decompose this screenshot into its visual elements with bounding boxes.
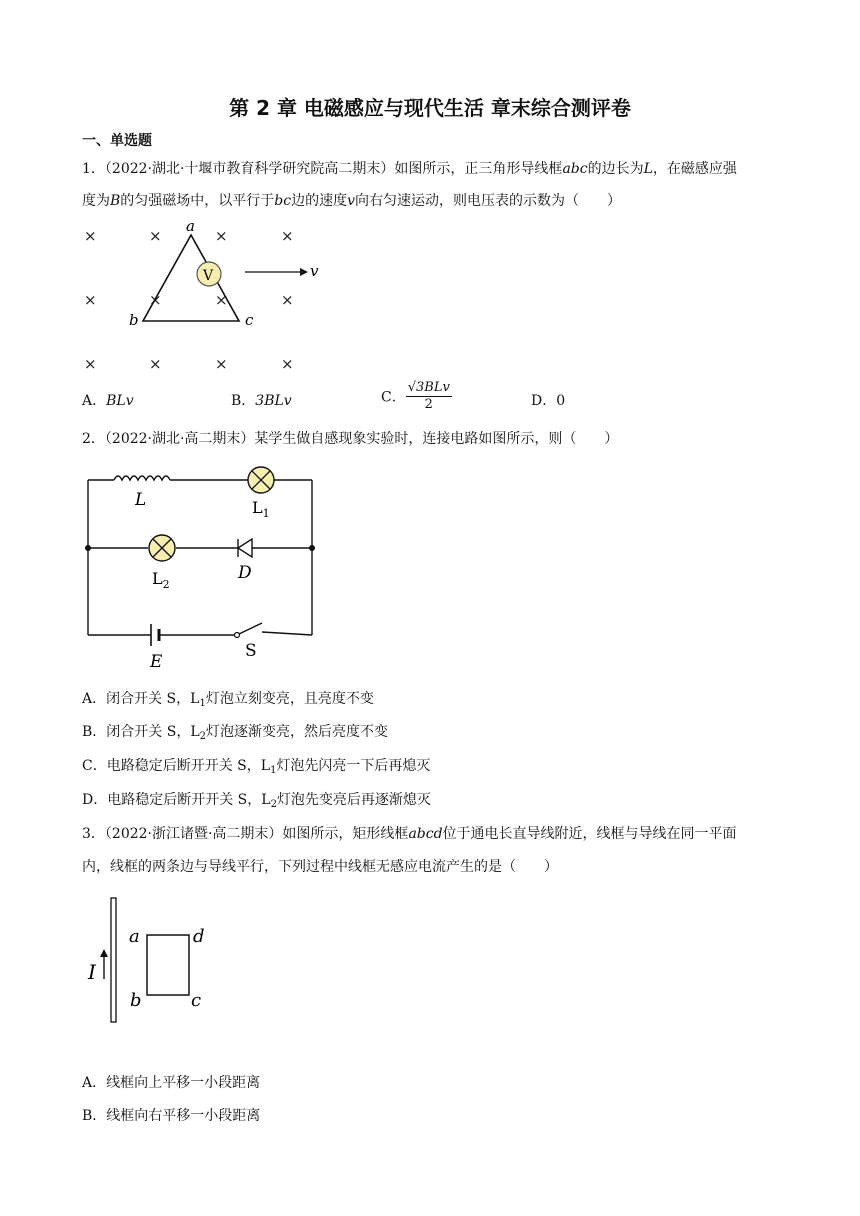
q1-stem-line1: 1．（2022·湖北·十堰市教育科学研究院高二期末）如图所示，正三角形导线框abc的边长为L，在磁感应强 [82,161,737,177]
cross-mark: × [281,355,294,373]
junction-dot [309,545,315,551]
diode-label: D [238,563,252,583]
long-straight-wire [111,898,116,1022]
cross-mark: × [281,227,294,245]
fraction-sqrt3BLv-over-2: $\frac{\text{√3BLv}}{2}$ [407,380,450,412]
cross-mark: × [84,227,97,245]
vertex-a-label: a [186,217,195,235]
q2-option-b: B．闭合开关 S，$L_2$灯泡逐渐变亮，然后亮度不变 [82,724,389,742]
q2-option-a: A．闭合开关 S，$L_1$灯泡立刻变亮，且亮度不变 [82,691,374,709]
q3-option-a: A．线框向上平移一小段距离 [82,1075,261,1091]
inductor-label: L [135,490,147,510]
section-heading: 一、单选题 [82,133,152,149]
q2-option-d: D．电路稳定后断开开关 S，$L_2$灯泡先变亮后再逐渐熄灭 [82,792,431,810]
vertex-b-label: b [129,311,139,329]
q1-option-c: C． $\frac{\text{√3BLv}}{2}$ [381,380,450,412]
inductor-coil-icon [114,476,170,480]
battery-icon [151,624,159,646]
cross-mark: × [215,291,228,309]
q1-stem-line2: 度为B的匀强磁场中，以平行于bc边的速度v向右匀速运动，则电压表的示数为（ ） [82,193,622,209]
cross-mark: × [149,355,162,373]
cross-mark: × [215,355,228,373]
cross-mark: × [149,291,162,309]
cross-mark: × [215,227,228,245]
page-title: 第 2 章 电磁感应与现代生活 章末综合测评卷 [229,96,631,120]
velocity-label: v [310,262,319,280]
cross-mark: × [281,291,294,309]
q3-option-b: B．线框向右平移一小段距离 [82,1108,261,1124]
q1-magnetic-field-figure [78,215,338,375]
vertex-a-label: a [129,926,140,947]
lamp-l2-label: $L_2$ [152,569,170,591]
q3-stem-line2: 内，线框的两条边与导线平行，下列过程中线框无感应电流产生的是（ ） [82,859,558,875]
junction-dot [85,545,91,551]
q2-stem: 2．（2022·湖北·高二期末）某学生做自感现象实验时，连接电路如图所示，则（ ） [82,431,619,447]
lamp-l1-icon [248,467,274,493]
q3-wire-loop-figure [82,893,222,1028]
cross-mark: × [84,291,97,309]
q2-circuit-figure [80,460,325,675]
field-crosses [84,227,294,373]
q1-option-a: A．BLv [82,393,134,409]
lamp-l1-label: $L_1$ [252,498,270,520]
vertex-b-label: b [130,990,142,1011]
battery-label: E [150,652,163,672]
cross-mark: × [149,227,162,245]
q1-option-d: D．0 [531,393,566,409]
vertex-d-label: d [193,926,205,947]
current-label: I [88,960,96,984]
lamp-l2-icon [149,535,175,561]
vertex-c-label: c [245,311,254,329]
cross-mark: × [84,355,97,373]
switch-label: S [245,641,257,661]
vertex-c-label: c [191,990,202,1011]
q1-option-b: B．3BLv [231,393,292,409]
q2-option-c: C．电路稳定后断开开关 S，$L_1$灯泡先闪亮一下后再熄灭 [82,758,431,776]
switch-icon [235,623,263,638]
diode-icon [238,539,252,557]
voltmeter-label: V [203,268,214,284]
q3-stem-line1: 3．（2022·浙江诸暨·高二期末）如图所示，矩形线框abcd位于通电长直导线附近，线框与导线在同一平面 [82,826,737,842]
rectangular-loop [147,935,189,995]
